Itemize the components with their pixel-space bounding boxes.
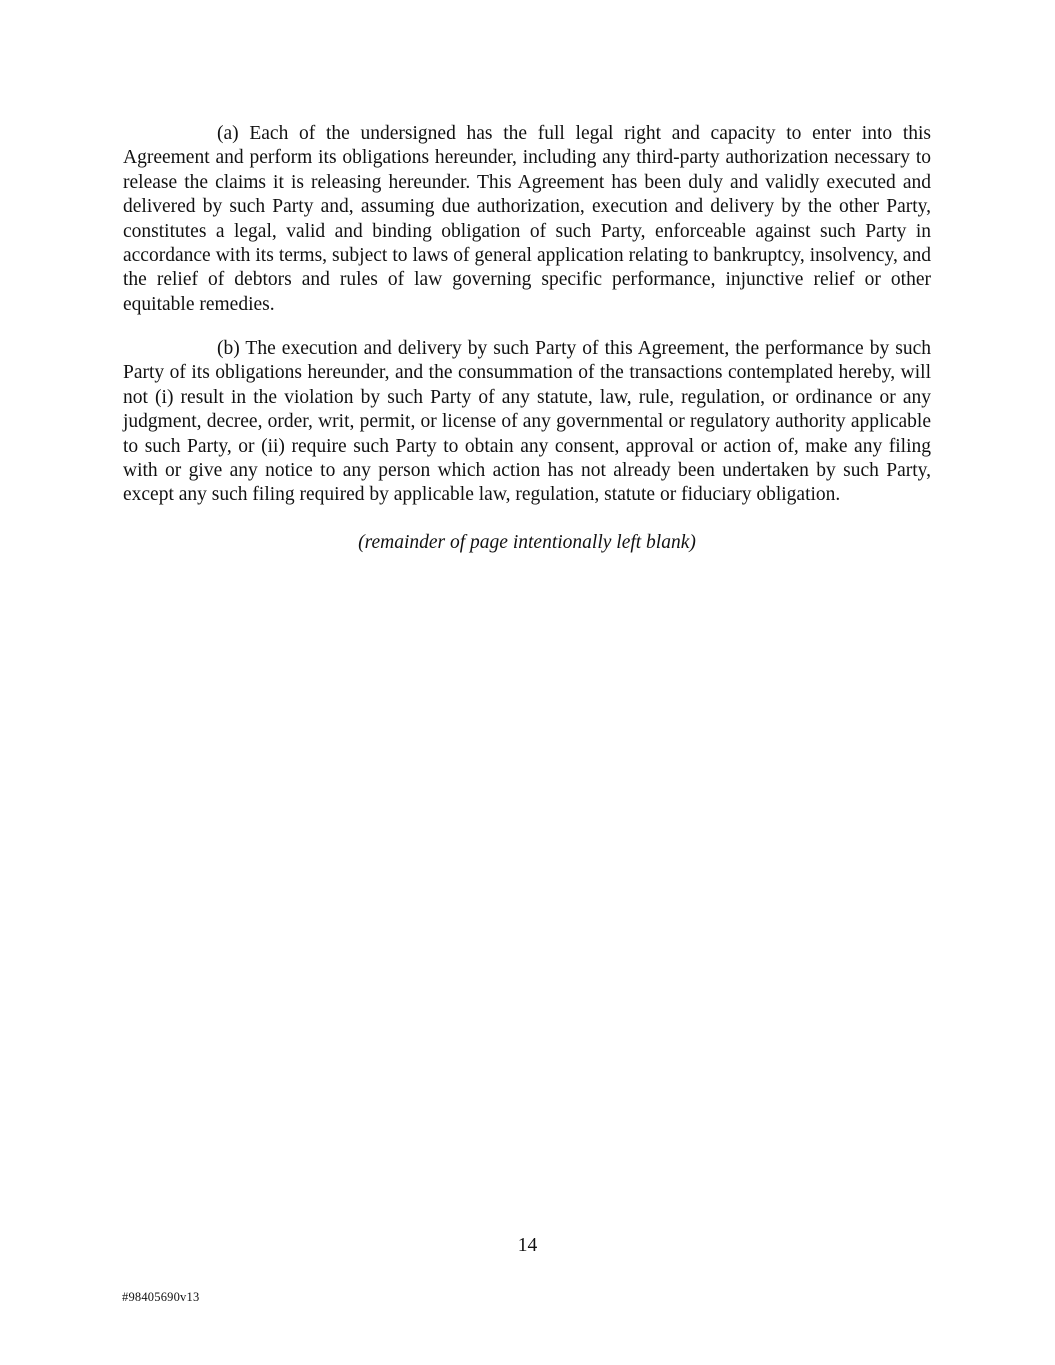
paragraph-a: (a) Each of the undersigned has the full legal right and capacity to enter into this Agreement and perform its obligations hereunder, including any third-party authorization necessary to release the claims it is releasing hereunder. This Agreement has been duly and validly executed and delivered by such Party and, assuming due authorization, execution and delivery by the other Party, constitutes a legal, valid and binding obligation of such Party, enforceable against such Party in accordance with its terms, subject to laws of general application relating to bankruptcy, insolvency, and the relief of debtors and rules of law governing specific performance, injunctive relief or other equitable remedies.: [123, 123, 931, 315]
document-body: [123, 122, 931, 555]
paragraph-b: (b) The execution and delivery by such Party of this Agreement, the performance by such Party of its obligations hereunder, and the consummation of the transactions contemplated hereby, will not (i) result in the violation by such Party of any statute, law, rule, regulation, or ordinance or any judgment, decree, order, writ, permit, or license of any governmental or regulatory authority applicable to such Party, or (ii) require such Party to obtain any consent, approval or action of, make any filing with or give any notice to any person which action has not already been undertaken by such Party, except any such filing required by applicable law, regulation, statute or fiduciary obligation.: [123, 338, 931, 506]
remainder-of-page-note: (remainder of page intentionally left blank): [358, 531, 696, 553]
page-number: 14: [517, 1235, 538, 1256]
document-id-footer: #98405690v13: [122, 1290, 200, 1304]
